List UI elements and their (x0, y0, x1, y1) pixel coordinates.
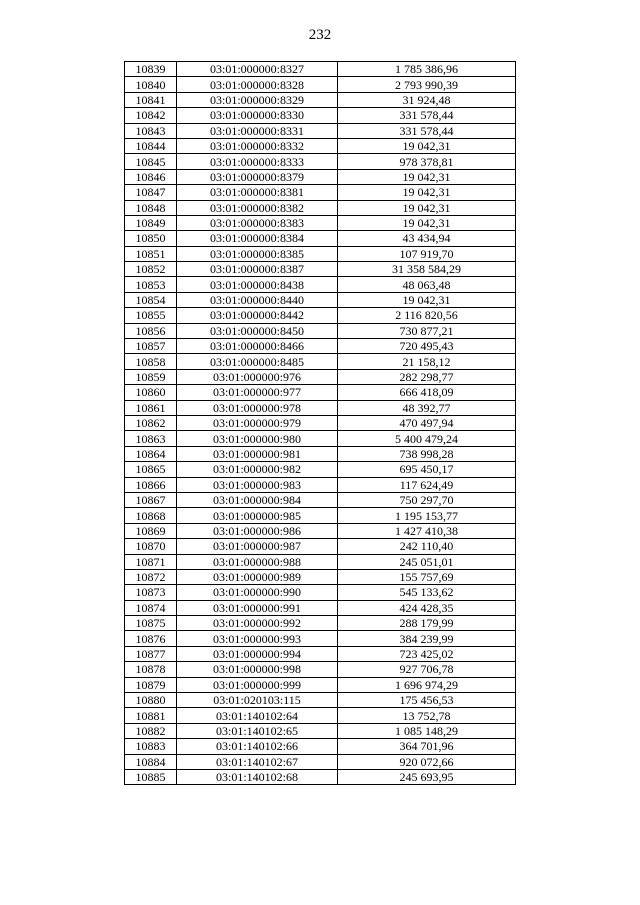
table-row (125, 600, 516, 615)
table-row (125, 539, 516, 554)
cadastral-number-cell: 03:01:000000:977 (177, 385, 338, 400)
table-row (125, 662, 516, 677)
value-cell: 364 701,96 (338, 739, 516, 754)
value-cell: 242 110,40 (338, 539, 516, 554)
value-cell: 730 877,21 (338, 323, 516, 338)
row-number-cell: 10856 (125, 323, 177, 338)
cadastral-number-cell: 03:01:140102:68 (177, 769, 338, 784)
row-number-cell: 10853 (125, 277, 177, 292)
cadastral-number-cell: 03:01:000000:979 (177, 415, 338, 430)
table-row (125, 400, 516, 415)
row-number-cell: 10874 (125, 600, 177, 615)
table-row (125, 523, 516, 538)
table-row (125, 262, 516, 277)
row-number-cell: 10876 (125, 631, 177, 646)
table-row (125, 754, 516, 769)
cadastral-number-cell: 03:01:000000:994 (177, 646, 338, 661)
cadastral-number-cell: 03:01:000000:8333 (177, 154, 338, 169)
value-cell: 424 428,35 (338, 600, 516, 615)
row-number-cell: 10851 (125, 246, 177, 261)
cadastral-number-cell: 03:01:000000:984 (177, 492, 338, 507)
value-cell: 545 133,62 (338, 585, 516, 600)
row-number-cell: 10852 (125, 262, 177, 277)
table-row (125, 169, 516, 184)
cadastral-number-cell: 03:01:000000:8485 (177, 354, 338, 369)
registry-table-body (125, 62, 516, 785)
value-cell: 695 450,17 (338, 462, 516, 477)
row-number-cell: 10845 (125, 154, 177, 169)
value-cell: 155 757,69 (338, 569, 516, 584)
table-row (125, 108, 516, 123)
cadastral-number-cell: 03:01:140102:67 (177, 754, 338, 769)
value-cell: 48 063,48 (338, 277, 516, 292)
value-cell: 288 179,99 (338, 616, 516, 631)
value-cell: 384 239,99 (338, 631, 516, 646)
cadastral-number-cell: 03:01:000000:8381 (177, 185, 338, 200)
row-number-cell: 10861 (125, 400, 177, 415)
cadastral-number-cell: 03:01:000000:976 (177, 369, 338, 384)
table-row (125, 154, 516, 169)
cadastral-number-cell: 03:01:140102:64 (177, 708, 338, 723)
cadastral-number-cell: 03:01:000000:978 (177, 400, 338, 415)
row-number-cell: 10869 (125, 523, 177, 538)
value-cell: 19 042,31 (338, 138, 516, 153)
row-number-cell: 10844 (125, 138, 177, 153)
value-cell: 331 578,44 (338, 108, 516, 123)
table-row (125, 677, 516, 692)
table-row (125, 723, 516, 738)
cadastral-number-cell: 03:01:000000:989 (177, 569, 338, 584)
table-row (125, 769, 516, 784)
row-number-cell: 10880 (125, 693, 177, 708)
value-cell: 19 042,31 (338, 215, 516, 230)
table-row (125, 415, 516, 430)
row-number-cell: 10882 (125, 723, 177, 738)
value-cell: 2 793 990,39 (338, 77, 516, 92)
row-number-cell: 10873 (125, 585, 177, 600)
table-row (125, 123, 516, 138)
cadastral-number-cell: 03:01:000000:8440 (177, 292, 338, 307)
cadastral-number-cell: 03:01:000000:998 (177, 662, 338, 677)
value-cell: 1 696 974,29 (338, 677, 516, 692)
cadastral-number-cell: 03:01:000000:8438 (177, 277, 338, 292)
value-cell: 927 706,78 (338, 662, 516, 677)
value-cell: 978 378,81 (338, 154, 516, 169)
value-cell: 245 051,01 (338, 554, 516, 569)
value-cell: 666 418,09 (338, 385, 516, 400)
cadastral-number-cell: 03:01:000000:8329 (177, 92, 338, 107)
cadastral-number-cell: 03:01:000000:8332 (177, 138, 338, 153)
value-cell: 2 116 820,56 (338, 308, 516, 323)
cadastral-number-cell: 03:01:000000:986 (177, 523, 338, 538)
cadastral-number-cell: 03:01:000000:8327 (177, 62, 338, 77)
row-number-cell: 10864 (125, 446, 177, 461)
table-row (125, 385, 516, 400)
cadastral-number-cell: 03:01:000000:8450 (177, 323, 338, 338)
value-cell: 117 624,49 (338, 477, 516, 492)
table-row (125, 693, 516, 708)
row-number-cell: 10875 (125, 616, 177, 631)
value-cell: 1 195 153,77 (338, 508, 516, 523)
row-number-cell: 10857 (125, 339, 177, 354)
row-number-cell: 10870 (125, 539, 177, 554)
cadastral-number-cell: 03:01:140102:65 (177, 723, 338, 738)
row-number-cell: 10878 (125, 662, 177, 677)
value-cell: 282 298,77 (338, 369, 516, 384)
value-cell: 750 297,70 (338, 492, 516, 507)
table-row (125, 631, 516, 646)
table-row (125, 215, 516, 230)
cadastral-number-cell: 03:01:000000:983 (177, 477, 338, 492)
row-number-cell: 10885 (125, 769, 177, 784)
cadastral-number-cell: 03:01:000000:8466 (177, 339, 338, 354)
row-number-cell: 10877 (125, 646, 177, 661)
cadastral-number-cell: 03:01:000000:993 (177, 631, 338, 646)
value-cell: 19 042,31 (338, 169, 516, 184)
table-row (125, 231, 516, 246)
row-number-cell: 10847 (125, 185, 177, 200)
value-cell: 920 072,66 (338, 754, 516, 769)
value-cell: 31 358 584,29 (338, 262, 516, 277)
row-number-cell: 10884 (125, 754, 177, 769)
value-cell: 720 495,43 (338, 339, 516, 354)
table-row (125, 354, 516, 369)
row-number-cell: 10858 (125, 354, 177, 369)
value-cell: 13 752,78 (338, 708, 516, 723)
value-cell: 48 392,77 (338, 400, 516, 415)
row-number-cell: 10843 (125, 123, 177, 138)
value-cell: 5 400 479,24 (338, 431, 516, 446)
row-number-cell: 10859 (125, 369, 177, 384)
table-row (125, 339, 516, 354)
page-number: 232 (308, 27, 332, 43)
value-cell: 175 456,53 (338, 693, 516, 708)
row-number-cell: 10872 (125, 569, 177, 584)
row-number-cell: 10868 (125, 508, 177, 523)
cadastral-number-cell: 03:01:000000:992 (177, 616, 338, 631)
value-cell: 245 693,95 (338, 769, 516, 784)
table-row (125, 185, 516, 200)
row-number-cell: 10848 (125, 200, 177, 215)
cadastral-number-cell: 03:01:140102:66 (177, 739, 338, 754)
cadastral-number-cell: 03:01:000000:8330 (177, 108, 338, 123)
value-cell: 738 998,28 (338, 446, 516, 461)
row-number-cell: 10854 (125, 292, 177, 307)
cadastral-number-cell: 03:01:000000:8442 (177, 308, 338, 323)
table-row (125, 308, 516, 323)
row-number-cell: 10849 (125, 215, 177, 230)
table-row (125, 92, 516, 107)
cadastral-number-cell: 03:01:000000:8383 (177, 215, 338, 230)
cadastral-number-cell: 03:01:000000:8331 (177, 123, 338, 138)
value-cell: 331 578,44 (338, 123, 516, 138)
cadastral-number-cell: 03:01:000000:999 (177, 677, 338, 692)
value-cell: 43 434,94 (338, 231, 516, 246)
value-cell: 19 042,31 (338, 185, 516, 200)
table-row (125, 277, 516, 292)
table-row (125, 77, 516, 92)
table-row (125, 292, 516, 307)
cadastral-number-cell: 03:01:000000:8328 (177, 77, 338, 92)
row-number-cell: 10840 (125, 77, 177, 92)
cadastral-number-cell: 03:01:000000:8387 (177, 262, 338, 277)
cadastral-number-cell: 03:01:000000:982 (177, 462, 338, 477)
row-number-cell: 10867 (125, 492, 177, 507)
table-row (125, 369, 516, 384)
table-row (125, 431, 516, 446)
cadastral-number-cell: 03:01:020103:115 (177, 693, 338, 708)
cadastral-number-cell: 03:01:000000:981 (177, 446, 338, 461)
cadastral-number-cell: 03:01:000000:987 (177, 539, 338, 554)
table-row (125, 246, 516, 261)
table-row (125, 554, 516, 569)
table-row (125, 138, 516, 153)
row-number-cell: 10866 (125, 477, 177, 492)
cadastral-number-cell: 03:01:000000:8384 (177, 231, 338, 246)
row-number-cell: 10841 (125, 92, 177, 107)
table-row (125, 508, 516, 523)
cadastral-number-cell: 03:01:000000:8385 (177, 246, 338, 261)
cadastral-number-cell: 03:01:000000:991 (177, 600, 338, 615)
table-row (125, 739, 516, 754)
table-row (125, 585, 516, 600)
row-number-cell: 10839 (125, 62, 177, 77)
table-row (125, 708, 516, 723)
row-number-cell: 10855 (125, 308, 177, 323)
value-cell: 107 919,70 (338, 246, 516, 261)
row-number-cell: 10871 (125, 554, 177, 569)
table-row (125, 323, 516, 338)
row-number-cell: 10879 (125, 677, 177, 692)
row-number-cell: 10862 (125, 415, 177, 430)
cadastral-number-cell: 03:01:000000:990 (177, 585, 338, 600)
value-cell: 1 085 148,29 (338, 723, 516, 738)
table-row (125, 569, 516, 584)
table-row (125, 200, 516, 215)
row-number-cell: 10865 (125, 462, 177, 477)
table-row (125, 446, 516, 461)
value-cell: 1 427 410,38 (338, 523, 516, 538)
table-row (125, 62, 516, 77)
row-number-cell: 10863 (125, 431, 177, 446)
value-cell: 1 785 386,96 (338, 62, 516, 77)
row-number-cell: 10883 (125, 739, 177, 754)
table-row (125, 492, 516, 507)
cadastral-number-cell: 03:01:000000:985 (177, 508, 338, 523)
value-cell: 21 158,12 (338, 354, 516, 369)
table-row (125, 616, 516, 631)
table-row (125, 477, 516, 492)
cadastral-number-cell: 03:01:000000:980 (177, 431, 338, 446)
value-cell: 470 497,94 (338, 415, 516, 430)
row-number-cell: 10850 (125, 231, 177, 246)
row-number-cell: 10846 (125, 169, 177, 184)
value-cell: 723 425,02 (338, 646, 516, 661)
cadastral-number-cell: 03:01:000000:8382 (177, 200, 338, 215)
cadastral-number-cell: 03:01:000000:988 (177, 554, 338, 569)
row-number-cell: 10881 (125, 708, 177, 723)
table-row (125, 462, 516, 477)
row-number-cell: 10860 (125, 385, 177, 400)
cadastral-number-cell: 03:01:000000:8379 (177, 169, 338, 184)
table-row (125, 646, 516, 661)
registry-table (124, 61, 516, 785)
value-cell: 19 042,31 (338, 200, 516, 215)
value-cell: 31 924,48 (338, 92, 516, 107)
row-number-cell: 10842 (125, 108, 177, 123)
value-cell: 19 042,31 (338, 292, 516, 307)
